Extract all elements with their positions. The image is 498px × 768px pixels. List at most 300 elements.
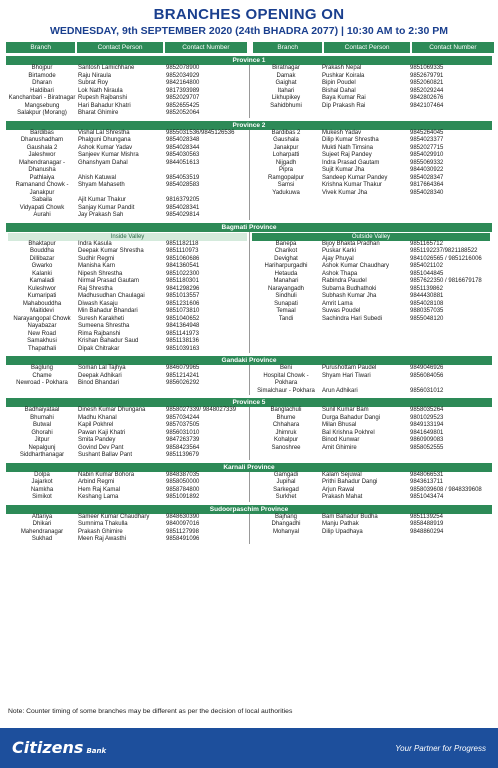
contact-person: Indra Kasula <box>78 240 112 247</box>
contact-person: Manju Pathak <box>322 521 359 527</box>
contact-number: 9817393989 <box>166 87 200 94</box>
contact-person: Mukesh Yadav <box>322 129 362 136</box>
contact-person: Krishan Bahadur Saud <box>78 338 139 344</box>
contact-number: 9851013557 <box>166 293 200 299</box>
contact-number: 9854053519 <box>166 174 200 181</box>
contact-person: Ahish Katuwal <box>78 174 117 181</box>
logo-subtext: Bank <box>86 747 107 755</box>
contact-person: Prakash Mahat <box>322 494 363 500</box>
col-contact-number: Contact Number <box>165 42 247 53</box>
region-section <box>6 121 492 220</box>
branch-name: Mangsebung <box>24 102 60 109</box>
contact-number: 9851044845 <box>410 270 444 277</box>
contact-number: 9858784800 <box>166 486 200 493</box>
contact-number: 9860909083 <box>410 437 444 443</box>
table-row <box>8 494 247 502</box>
table-row <box>252 479 490 487</box>
contact-person: Min Bahadur Bhandari <box>78 308 138 314</box>
contact-person: Amrit Lama <box>322 300 353 307</box>
contact-number: 9854021102 <box>410 263 443 269</box>
contact-number: 9851182118 <box>166 240 199 247</box>
table-row <box>252 248 490 256</box>
table-row <box>8 205 247 213</box>
contact-number: 9856031010 <box>166 429 200 436</box>
contact-person: Pushkar Koirala <box>322 72 365 79</box>
branch-name: Bhaktapur <box>28 240 56 247</box>
branch-name: Hospital Chowk - Pokhara <box>263 372 309 386</box>
table-row <box>252 152 490 160</box>
contact-person: Dilip Kumar Shrestha <box>322 137 379 143</box>
contact-person: Subrat Roy <box>78 80 109 86</box>
branch-name: Temaal <box>276 308 296 314</box>
region-column-right <box>249 407 492 460</box>
contact-person: Nabin Kumar Bohora <box>78 471 135 478</box>
table-row <box>8 373 247 381</box>
contact-person: Soman Lal Tajhya <box>78 365 126 371</box>
header <box>0 0 498 38</box>
contact-number: 9854028108 <box>410 300 444 307</box>
table-row <box>8 346 247 354</box>
branch-name: Beni <box>279 365 292 371</box>
contact-person: Diwash Kasaju <box>78 300 118 307</box>
contact-number: 9817664364 <box>410 182 444 188</box>
branch-name: Dhikari <box>32 521 52 527</box>
table-row <box>8 212 247 220</box>
table-row <box>8 175 247 183</box>
branch-name: Sarkegad <box>273 486 299 493</box>
contact-person: Dipak Chitrakar <box>78 345 120 352</box>
table-row <box>8 293 247 301</box>
table-row <box>8 316 247 324</box>
page-subtitle: WEDNESDAY, 9th SEPTEMBER 2020 (24th BHADRA 2077) | 10:30 AM to 2:30 PM <box>50 25 448 37</box>
table-row <box>8 415 247 423</box>
contact-person: Bijoy Bhakta Pradhan <box>322 240 380 247</box>
table-row <box>8 472 247 480</box>
contact-number: 9848630390 <box>166 513 200 520</box>
branch-name: Mahendranagar - Dhanusha <box>18 159 66 173</box>
contact-person: Ashok Kumar Chaudhary <box>322 263 390 269</box>
table-row <box>252 445 490 453</box>
table-row <box>8 479 247 487</box>
contact-number: 9844030922 <box>410 167 444 173</box>
table-row <box>252 73 490 81</box>
contact-person: Mukti Nath Timsina <box>322 144 374 151</box>
contact-person: Rabindra Paudel <box>322 278 367 284</box>
contact-number: 9852029244 <box>410 87 444 94</box>
table-row <box>8 422 247 430</box>
contact-number: 9851110973 <box>166 248 199 254</box>
table-row <box>8 338 247 346</box>
table-row <box>8 286 247 294</box>
table-row <box>252 167 490 175</box>
contact-number: 9858488919 <box>410 521 444 527</box>
branch-name: Hetauda <box>274 270 298 277</box>
contact-number: 9851139862 <box>410 285 443 292</box>
region-title: Karnali Province <box>6 463 492 472</box>
table-row <box>252 88 490 96</box>
branch-name: Gwarko <box>31 263 53 269</box>
branch-name: Tandi <box>278 315 294 322</box>
contact-person: Bal Krishna Pokhrel <box>322 429 375 436</box>
contact-person: Govind Dev Pant <box>78 444 124 451</box>
branch-name: Siddharthanagar <box>19 452 65 458</box>
contact-person: Sumeena Shrestha <box>78 323 130 329</box>
footer-bar <box>0 728 498 768</box>
contact-person: Nirmal Prasad Gautam <box>78 278 140 284</box>
contact-number: 9855069332 <box>410 159 444 166</box>
col-branch: Branch <box>253 42 322 53</box>
contact-number: 9841649801 <box>410 429 444 436</box>
contact-number: 9852027715 <box>410 144 444 151</box>
branch-name: Jupihal <box>276 479 296 485</box>
branch-name: Sanoshree <box>271 444 301 451</box>
contact-person: Bipin Poudel <box>322 80 356 86</box>
contact-number: 9851060686 <box>166 255 200 262</box>
table-row <box>252 373 490 388</box>
contact-number: 9855048120 <box>410 315 444 322</box>
table-row <box>8 241 247 249</box>
contact-person: Sudhir Regmi <box>78 255 115 262</box>
region-column-left <box>6 407 249 460</box>
table-row <box>8 487 247 495</box>
branch-name: Baglung <box>30 365 54 371</box>
branch-name: Manahari <box>273 278 299 284</box>
branch-name: Sukhad <box>31 536 53 542</box>
table-row <box>8 145 247 153</box>
table-row <box>8 137 247 145</box>
branch-name: Narayangadh <box>267 285 305 292</box>
contact-person: Sushant Ballav Pant <box>78 452 133 458</box>
contact-person: Subhash Kumar Jha <box>322 293 377 299</box>
contact-number: 9858027339/ 9848027339 <box>166 407 237 413</box>
table-row <box>8 65 247 73</box>
col-branch: Branch <box>6 42 75 53</box>
contact-person: Keshang Lama <box>78 494 119 500</box>
contact-person: Hem Raj Kamal <box>78 486 121 493</box>
contact-number: 9852060821 <box>410 80 444 86</box>
table-row <box>8 103 247 111</box>
branch-name: Nijgadh <box>275 159 297 166</box>
contact-person: Meen Raj Awasthi <box>78 536 126 542</box>
region-section <box>6 463 492 502</box>
contact-number: 9840097016 <box>166 521 200 527</box>
region-column-right <box>249 365 492 395</box>
contact-person: Kapil Pokhrel <box>78 422 114 428</box>
contact-person: Baya Kumar Rai <box>322 95 366 101</box>
contact-person: Prakash Nepal <box>322 65 362 71</box>
branch-name: Nayabazar <box>27 323 57 329</box>
contact-number: 9847263739 <box>166 437 200 443</box>
branch-name: Bardibas <box>30 129 54 136</box>
branch-name: Maitidevi <box>30 308 54 314</box>
contact-number: 9849133194 <box>410 422 444 428</box>
region-column-right <box>249 514 492 544</box>
contact-number: 9846079965 <box>166 365 200 371</box>
contact-number: 9854023377 <box>410 137 444 143</box>
branch-name: Jajarkot <box>31 479 53 485</box>
region-section <box>6 398 492 460</box>
column-headers <box>6 42 492 53</box>
table-row <box>252 365 490 373</box>
contact-number: 9856084056 <box>410 372 444 379</box>
contact-number: 9854028348 <box>166 137 200 143</box>
col-contact-number: Contact Number <box>412 42 494 53</box>
branch-name: Yadukuwa <box>272 189 300 196</box>
contact-person: Prithi Bahadur Dangi <box>322 479 378 485</box>
table-row <box>8 514 247 522</box>
table-row <box>252 293 490 301</box>
contact-number: 9843613711 <box>410 479 443 485</box>
contact-number: 9842107464 <box>410 102 444 109</box>
branch-name: Pipra <box>278 167 293 173</box>
contact-number: 9858423564 <box>166 444 200 451</box>
contact-person: Vivek Kumar Jha <box>322 189 368 196</box>
branch-name: Sahidbhumi <box>270 102 302 109</box>
region-title: Province 2 <box>6 121 492 130</box>
branch-name: Banepa <box>275 240 297 247</box>
contact-number: 9848066531 <box>410 471 444 478</box>
branch-name: Devighat <box>274 255 298 262</box>
table-row <box>252 415 490 423</box>
contact-person: Subarna Budhathoki <box>322 285 377 292</box>
branch-name: Nepalgunj <box>28 444 56 451</box>
contact-person: Bishal Dahal <box>322 87 356 94</box>
table-row <box>252 316 490 324</box>
contact-number: 9858491096 <box>166 536 200 542</box>
branch-name: Kumaripati <box>27 293 57 299</box>
contact-number: 9851127998 <box>166 528 199 535</box>
table-row <box>8 278 247 286</box>
branch-name: Narayangopal Chowk <box>13 315 71 322</box>
table-row <box>252 65 490 73</box>
branch-name: Bhojpur <box>31 65 53 71</box>
contact-number: 9856031012 <box>410 387 444 394</box>
branch-name: Dhangadhi <box>271 521 301 527</box>
contact-person: Ghanshyam Dahal <box>78 159 128 166</box>
contact-person: Binod Bhandari <box>78 380 120 386</box>
contact-number: 9844430881 <box>410 293 444 299</box>
branch-name: Ramanand Chowk - Janakpur <box>15 182 69 196</box>
region-title: Bagmati Province <box>6 223 492 232</box>
contact-person: Lok Nath Niraula <box>78 87 123 94</box>
region-column-right <box>249 472 492 502</box>
contact-number: 9844051613 <box>166 159 200 166</box>
contact-person: Arbind Regmi <box>78 479 115 485</box>
branch-name: Bajhang <box>274 513 298 520</box>
table-row <box>252 430 490 438</box>
contact-number: 9816379205 <box>166 197 200 203</box>
contact-number: 9857622350 / 9816679178 <box>410 278 482 284</box>
region-column-left <box>6 514 249 544</box>
contact-person: Sanjeev Kumar Mishra <box>78 152 139 158</box>
sub-heading: Outside Valley <box>252 233 490 241</box>
contact-number: 9841298296 <box>166 285 200 292</box>
branch-name: Butwal <box>32 422 51 428</box>
contact-number: 9851022300 <box>166 270 200 277</box>
contact-person: Shyam Mahaseth <box>78 182 125 188</box>
branch-name: Aurahi <box>33 212 51 218</box>
contact-person: Bharat Ghimire <box>78 110 119 116</box>
contact-number: 9852029707 <box>166 95 200 101</box>
branch-name: Samakhusi <box>27 338 57 344</box>
table-row <box>8 263 247 271</box>
branch-name: Simikot <box>32 494 52 500</box>
contact-person: Durga Bahadur Dangi <box>322 414 381 421</box>
contact-number: 9851138136 <box>166 338 199 344</box>
branch-name: Mahendranagar <box>20 528 64 535</box>
branch-name: Attariya <box>31 513 53 520</box>
table-row <box>252 487 490 495</box>
contact-person: Jay Prakash Sah <box>78 212 124 218</box>
table-row <box>8 271 247 279</box>
branch-name: Newroad - Pokhara <box>16 380 68 386</box>
branch-name: Vidyapati Chowk <box>19 204 65 211</box>
table-row <box>8 110 247 118</box>
contact-person: Sujeet Raj Pandey <box>322 152 372 158</box>
contact-person: Dinesh Kumar Dhungana <box>78 407 146 413</box>
contact-person: Hari Bahadur Khatri <box>78 102 131 109</box>
table-row <box>252 175 490 183</box>
branch-name: Mahabouddha <box>22 300 62 307</box>
table-row <box>252 182 490 190</box>
table-row <box>252 271 490 279</box>
contact-person: Arun Adhikari <box>322 387 358 394</box>
table-row <box>8 301 247 309</box>
contact-number: 9849046926 <box>410 365 444 371</box>
table-row <box>8 452 247 460</box>
contact-number: 9856026292 <box>166 380 200 386</box>
table-row <box>252 521 490 529</box>
contact-person: Vishal Lal Shrestha <box>78 129 130 136</box>
region-title: Province 1 <box>6 56 492 65</box>
branch-name: Kamaladi <box>29 278 55 284</box>
table-row <box>252 472 490 480</box>
table-row <box>8 88 247 96</box>
branch-name: Mohanyal <box>272 528 299 535</box>
region-column-left <box>6 65 249 118</box>
contact-person: Puskar Karki <box>322 248 357 254</box>
branch-name: Charikot <box>274 248 298 254</box>
branch-name: Kalanki <box>32 270 52 277</box>
branch-name: Badhaiyataal <box>24 407 60 413</box>
contact-number: 9842802676 <box>410 95 444 101</box>
table-row <box>252 437 490 445</box>
region-column-left <box>6 232 249 354</box>
contact-number: 9851043474 <box>410 494 444 500</box>
table-row <box>8 521 247 529</box>
contact-number: 9854029910 <box>410 152 444 158</box>
table-row <box>8 130 247 138</box>
branch-name: Simalchaur - Pokhara <box>257 387 315 394</box>
contact-person: Madhu Khanal <box>78 414 117 421</box>
branch-name: Dolpa <box>34 471 50 478</box>
contact-person: Nipesh Shrestha <box>78 270 123 277</box>
table-row <box>252 263 490 271</box>
branch-name: Bouddha <box>29 248 55 254</box>
contact-number: 9851141973 <box>166 330 199 337</box>
table-row <box>252 145 490 153</box>
table-row <box>252 308 490 316</box>
contact-person: Pawan Kaji Khatri <box>78 429 126 436</box>
branch-name: Birtamode <box>28 72 56 79</box>
col-contact-person: Contact Person <box>77 42 162 53</box>
branch-name: Sunapati <box>274 300 298 307</box>
region-title: Sudoorpaschim Province <box>6 505 492 514</box>
contact-number: 9880357035 <box>410 308 444 314</box>
table-row <box>8 160 247 175</box>
branch-name: Thapathali <box>27 345 57 352</box>
contact-number: 9851091892 <box>166 494 200 500</box>
contact-number: 9852655425 <box>166 102 200 109</box>
contact-person: Sameer Kumar Chaudhary <box>78 513 150 520</box>
contact-person: Indra Prasad Gautam <box>322 159 380 166</box>
table-row <box>8 380 247 388</box>
citizens-bank-logo <box>12 738 106 757</box>
contact-person: Ashok Kumar Yadav <box>78 144 133 151</box>
branch-name: Gamgadi <box>273 471 299 478</box>
branch-name: Samsi <box>277 182 295 188</box>
branch-name: Bardibas 2 <box>271 129 301 136</box>
branch-name: Sindhuli <box>275 293 297 299</box>
region-section <box>6 56 492 118</box>
branch-name: Banglachuli <box>270 407 302 413</box>
contact-person: Suwas Poudel <box>322 308 361 314</box>
table-row <box>8 308 247 316</box>
contact-person: Rima Rajbanshi <box>78 330 121 337</box>
table-row <box>8 529 247 537</box>
contact-number: 9854028344 <box>166 144 200 151</box>
region-section <box>6 356 492 395</box>
contact-number: 9851039163 <box>166 345 200 352</box>
branch-name: Ghorahi <box>31 429 53 436</box>
contact-number: 9854029814 <box>166 212 200 218</box>
contact-person: Ashok Thapa <box>322 270 358 277</box>
contact-number: 9848387035 <box>166 471 200 478</box>
table-row <box>252 80 490 88</box>
contact-number: 9841026565 / 9851216006 <box>410 255 482 262</box>
table-row <box>8 197 247 205</box>
contact-number: 9841360541 <box>166 263 200 269</box>
contact-person: Milan Bhusal <box>322 422 357 428</box>
table-row <box>8 430 247 438</box>
contact-person: Sachindra Hari Subedi <box>322 315 383 322</box>
table-row <box>252 137 490 145</box>
branch-name: Chhahara <box>272 422 300 428</box>
branch-name: Gaighat <box>275 80 297 86</box>
contact-number: 9851192237/9821188522 <box>410 248 478 254</box>
table-row <box>8 445 247 453</box>
table-row <box>252 256 490 264</box>
contact-number: 9852052064 <box>166 110 200 116</box>
contact-person: Sumnima Thakulla <box>78 521 128 527</box>
contact-number: 9854028347 <box>410 174 444 181</box>
contact-number: 9858035264 <box>410 407 444 413</box>
contact-number: 9854028583 <box>166 182 200 188</box>
contact-number: 9845264045 <box>410 129 444 136</box>
table-row <box>8 248 247 256</box>
contact-person: Prakash Ghimire <box>78 528 123 535</box>
table-row <box>252 529 490 537</box>
contact-number: 9851180301 <box>166 278 199 284</box>
table-row <box>252 494 490 502</box>
contact-person: Madhusudhan Chaulagai <box>78 293 145 299</box>
logo-text: Citizens <box>12 738 84 757</box>
contact-number: 9848860294 <box>410 528 444 535</box>
branch-name: Namkha <box>30 486 54 493</box>
table-row <box>252 286 490 294</box>
branch-name: Jitpur <box>34 437 50 443</box>
branch-name: Gaushala <box>273 137 299 143</box>
